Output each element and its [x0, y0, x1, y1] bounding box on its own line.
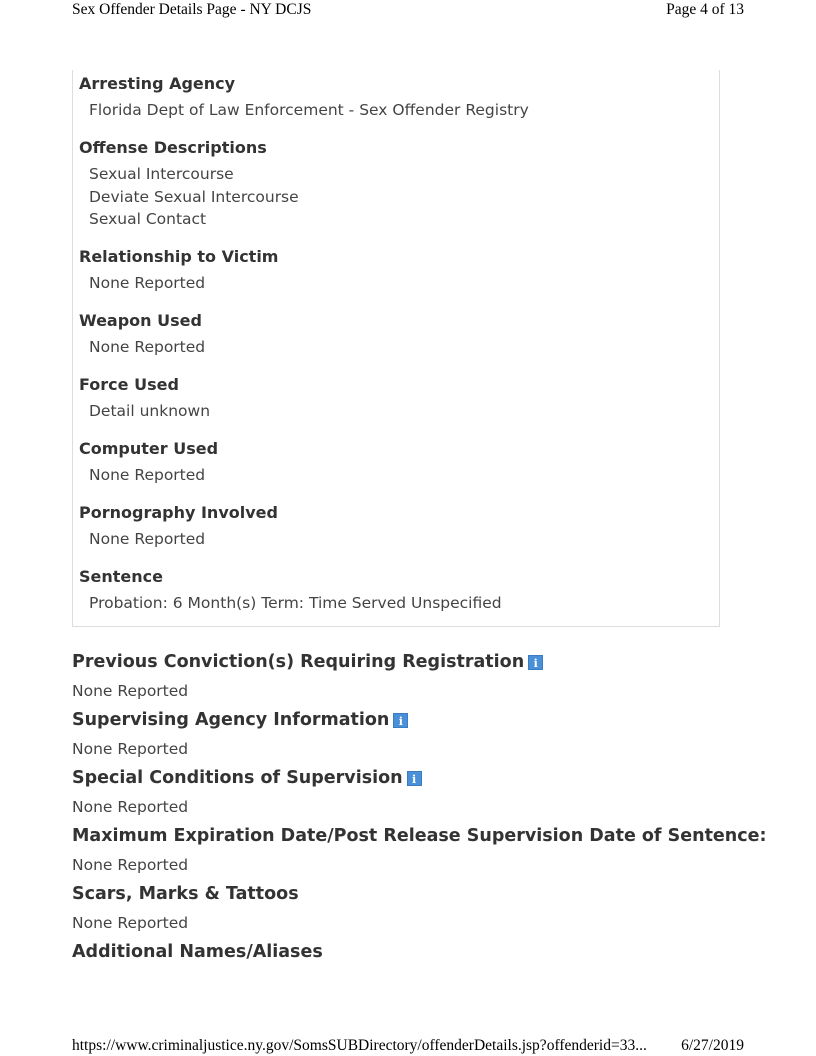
- field-value: None Reported: [89, 466, 206, 484]
- offense-field: [73, 371, 719, 423]
- field-label: Sentence: [79, 567, 163, 586]
- section-heading: [72, 764, 772, 792]
- section-heading: [72, 648, 772, 676]
- section-heading: [72, 822, 772, 850]
- section-title: Previous Conviction(s) Requiring Registration: [72, 652, 525, 672]
- section-title: Additional Names/Aliases: [72, 942, 323, 962]
- field-label: Pornography Involved: [79, 503, 278, 522]
- section-heading: [72, 938, 772, 966]
- field-label: Force Used: [79, 375, 179, 394]
- print-footer-url: https://www.criminaljustice.ny.gov/SomsSUBDirectory/offenderDetails.jsp?offenderid=33...: [72, 1037, 647, 1054]
- info-icon[interactable]: i: [393, 713, 408, 728]
- offense-field: [73, 435, 719, 487]
- offense-field: [73, 563, 719, 615]
- info-icon[interactable]: i: [407, 771, 422, 786]
- section-heading: [72, 880, 772, 908]
- section-value: None Reported: [72, 914, 189, 932]
- field-label: Arresting Agency: [79, 74, 236, 93]
- field-value: Detail unknown: [89, 402, 211, 420]
- field-value: Sexual Intercourse: [89, 165, 234, 183]
- section-heading: [72, 706, 772, 734]
- field-value: None Reported: [89, 274, 206, 292]
- section-value: None Reported: [72, 856, 189, 874]
- info-icon[interactable]: i: [528, 655, 543, 670]
- section-title: Maximum Expiration Date/Post Release Supervision Date of Sentence:: [72, 826, 767, 846]
- offense-field: [73, 307, 719, 359]
- field-value: Deviate Sexual Intercourse: [89, 187, 299, 206]
- offender-sections: [72, 648, 772, 966]
- section-title: Scars, Marks & Tattoos: [72, 884, 299, 904]
- offense-field: [73, 70, 719, 122]
- offense-details-panel: [72, 70, 720, 627]
- print-header-title: Sex Offender Details Page - NY DCJS: [72, 1, 312, 18]
- offense-field: [73, 243, 719, 295]
- field-label: Weapon Used: [79, 311, 202, 330]
- field-value: None Reported: [89, 338, 206, 356]
- field-label: Offense Descriptions: [79, 138, 267, 157]
- offense-field: [73, 499, 719, 551]
- section-value: None Reported: [72, 682, 189, 700]
- field-value: Sexual Contact: [89, 210, 207, 228]
- field-label: Computer Used: [79, 439, 219, 458]
- section-value: None Reported: [72, 740, 189, 758]
- field-value: None Reported: [89, 530, 206, 548]
- offense-field: [73, 134, 719, 231]
- section-title: Special Conditions of Supervision: [72, 768, 403, 788]
- section-title: Supervising Agency Information: [72, 710, 390, 730]
- field-value: Probation: 6 Month(s) Term: Time Served Unspecified: [89, 594, 502, 612]
- print-footer-date: 6/27/2019: [681, 1037, 744, 1054]
- field-value: Florida Dept of Law Enforcement - Sex Offender Registry: [89, 101, 529, 119]
- field-label: Relationship to Victim: [79, 247, 279, 266]
- section-value: None Reported: [72, 798, 189, 816]
- page-number: Page 4 of 13: [666, 1, 744, 18]
